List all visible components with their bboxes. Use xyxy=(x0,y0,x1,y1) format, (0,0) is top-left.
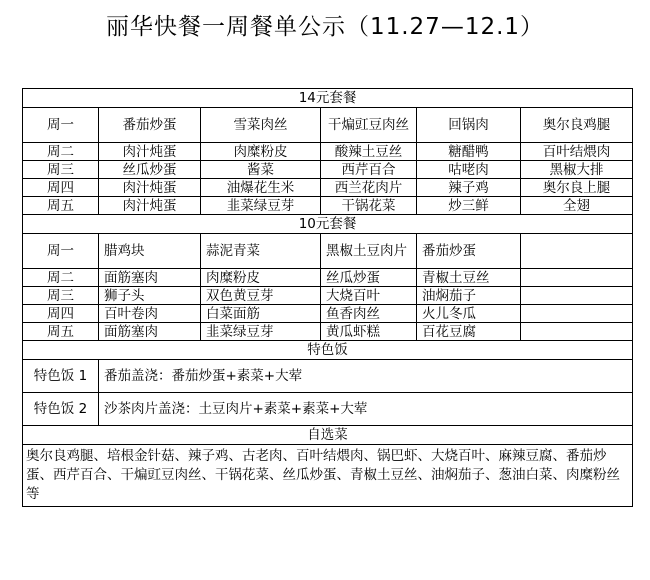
dish-cell: 火儿冬瓜 xyxy=(417,305,521,323)
day-cell: 周三 xyxy=(23,161,99,179)
dish-cell: 咕咾肉 xyxy=(417,161,521,179)
day-cell: 周五 xyxy=(23,197,99,215)
empty-cell xyxy=(521,323,633,341)
dish-cell: 西芹百合 xyxy=(321,161,417,179)
set14-header: 14元套餐 xyxy=(23,89,633,108)
day-cell: 周五 xyxy=(23,323,99,341)
dish-cell: 全翅 xyxy=(521,197,633,215)
empty-cell xyxy=(521,305,633,323)
dish-cell: 奥尔良鸡腿 xyxy=(521,108,633,143)
menu-table xyxy=(22,88,633,507)
dish-cell: 蒜泥青菜 xyxy=(201,234,321,269)
dish-cell: 面筋塞肉 xyxy=(99,269,201,287)
dish-cell: 回锅肉 xyxy=(417,108,521,143)
day-cell: 周一 xyxy=(23,108,99,143)
dish-cell: 双色黄豆芽 xyxy=(201,287,321,305)
day-cell: 周四 xyxy=(23,179,99,197)
dish-cell: 大烧百叶 xyxy=(321,287,417,305)
dish-cell: 百叶卷肉 xyxy=(99,305,201,323)
table-row xyxy=(23,108,633,143)
table-row xyxy=(23,360,633,393)
special-desc: 番茄盖浇：番茄炒蛋+素菜+大荤 xyxy=(99,360,633,393)
dish-cell: 肉糜粉皮 xyxy=(201,143,321,161)
dish-cell: 西兰花肉片 xyxy=(321,179,417,197)
table-row xyxy=(23,287,633,305)
table-row xyxy=(23,393,633,426)
dish-cell: 面筋塞肉 xyxy=(99,323,201,341)
set10-header: 10元套餐 xyxy=(23,215,633,234)
dish-cell: 黄瓜虾糕 xyxy=(321,323,417,341)
free-choice-text: 奥尔良鸡腿、培根金针菇、辣子鸡、古老肉、百叶结煨肉、锅巴虾、大烧百叶、麻辣豆腐、番茄炒蛋、西芹百合、干煸豇豆肉丝、干锅花菜、丝瓜炒蛋、青椒土豆丝、油焖茄子、葱油白菜、肉糜粉丝等 xyxy=(23,445,633,507)
table-row xyxy=(23,197,633,215)
dish-cell: 油焖茄子 xyxy=(417,287,521,305)
dish-cell: 百花豆腐 xyxy=(417,323,521,341)
dish-cell: 酸辣土豆丝 xyxy=(321,143,417,161)
dish-cell: 油爆花生米 xyxy=(201,179,321,197)
table-row xyxy=(23,143,633,161)
dish-cell: 糖醋鸭 xyxy=(417,143,521,161)
dish-cell: 百叶结煨肉 xyxy=(521,143,633,161)
dish-cell: 丝瓜炒蛋 xyxy=(99,161,201,179)
dish-cell: 狮子头 xyxy=(99,287,201,305)
dish-cell: 黑椒土豆肉片 xyxy=(321,234,417,269)
special-desc: 沙茶肉片盖浇：土豆肉片+素菜+素菜+大荤 xyxy=(99,393,633,426)
dish-cell: 番茄炒蛋 xyxy=(417,234,521,269)
free-choice-header: 自选菜 xyxy=(23,426,633,445)
dish-cell: 肉汁炖蛋 xyxy=(99,143,201,161)
table-row xyxy=(23,161,633,179)
empty-cell xyxy=(521,269,633,287)
special-label: 特色饭 1 xyxy=(23,360,99,393)
empty-cell xyxy=(521,287,633,305)
dish-cell: 肉汁炖蛋 xyxy=(99,179,201,197)
table-row xyxy=(23,305,633,323)
dish-cell: 腊鸡块 xyxy=(99,234,201,269)
day-cell: 周二 xyxy=(23,269,99,287)
dish-cell: 黑椒大排 xyxy=(521,161,633,179)
page-title: 丽华快餐一周餐单公示（11.27—12.1） xyxy=(105,14,545,40)
dish-cell: 炒三鲜 xyxy=(417,197,521,215)
special-label: 特色饭 2 xyxy=(23,393,99,426)
dish-cell: 奥尔良上腿 xyxy=(521,179,633,197)
dish-cell: 酱菜 xyxy=(201,161,321,179)
table-row xyxy=(23,323,633,341)
day-cell: 周三 xyxy=(23,287,99,305)
dish-cell: 肉汁炖蛋 xyxy=(99,197,201,215)
special-header: 特色饭 xyxy=(23,341,633,360)
dish-cell: 肉糜粉皮 xyxy=(201,269,321,287)
empty-cell xyxy=(521,234,633,269)
day-cell: 周四 xyxy=(23,305,99,323)
dish-cell: 番茄炒蛋 xyxy=(99,108,201,143)
table-row xyxy=(23,269,633,287)
dish-cell: 韭菜绿豆芽 xyxy=(201,197,321,215)
table-row xyxy=(23,234,633,269)
dish-cell: 白菜面筋 xyxy=(201,305,321,323)
dish-cell: 干煸豇豆肉丝 xyxy=(321,108,417,143)
day-cell: 周二 xyxy=(23,143,99,161)
dish-cell: 鱼香肉丝 xyxy=(321,305,417,323)
dish-cell: 辣子鸡 xyxy=(417,179,521,197)
dish-cell: 丝瓜炒蛋 xyxy=(321,269,417,287)
dish-cell: 韭菜绿豆芽 xyxy=(201,323,321,341)
day-cell: 周一 xyxy=(23,234,99,269)
dish-cell: 干锅花菜 xyxy=(321,197,417,215)
dish-cell: 青椒土豆丝 xyxy=(417,269,521,287)
table-row xyxy=(23,179,633,197)
dish-cell: 雪菜肉丝 xyxy=(201,108,321,143)
